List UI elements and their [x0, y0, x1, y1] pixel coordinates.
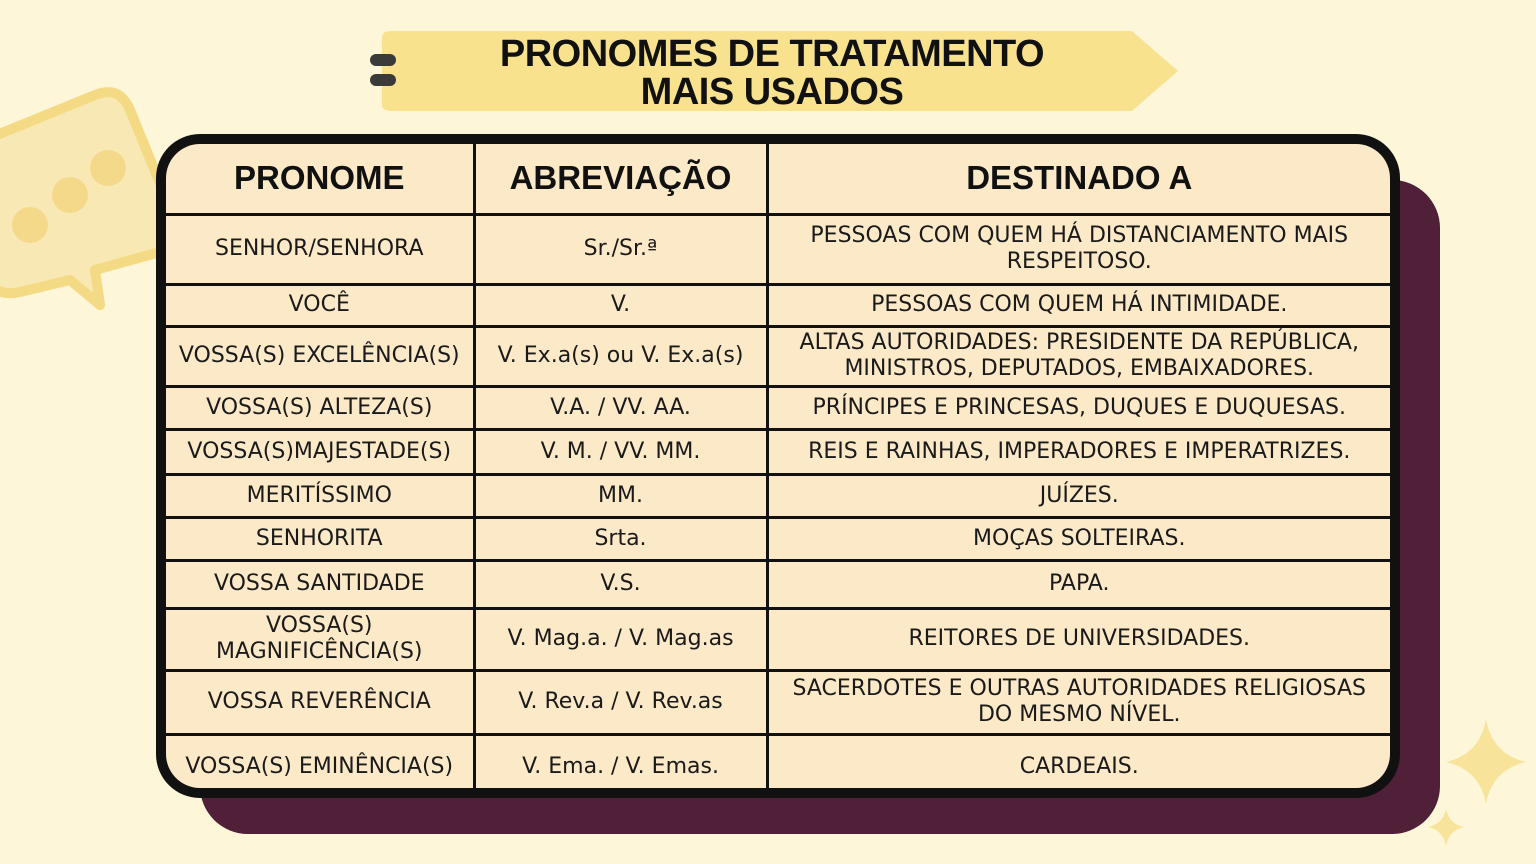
- header-abreviacao: ABREVIAÇÃO: [474, 144, 767, 214]
- cell-pronome: VOSSA(S) MAGNIFICÊNCIA(S): [166, 608, 474, 670]
- cell-destinado: REITORES DE UNIVERSIDADES.: [767, 608, 1390, 670]
- cell-abreviacao: Srta.: [474, 517, 767, 560]
- cell-abreviacao: MM.: [474, 474, 767, 517]
- title-line-1: PRONOMES DE TRATAMENTO: [499, 33, 1045, 75]
- title-line-2: MAIS USADOS: [640, 71, 904, 113]
- cell-abreviacao: V.A. / VV. AA.: [474, 386, 767, 429]
- table-header-row: [166, 144, 1390, 214]
- cell-pronome: MERITÍSSIMO: [166, 474, 474, 517]
- table-row: [166, 670, 1390, 734]
- cell-abreviacao: V.S.: [474, 560, 767, 608]
- table-row: [166, 214, 1390, 284]
- header-pronome: PRONOME: [166, 144, 474, 214]
- cell-destinado: MOÇAS SOLTEIRAS.: [767, 517, 1390, 560]
- cell-destinado: PRÍNCIPES E PRINCESAS, DUQUES E DUQUESAS.: [767, 386, 1390, 429]
- cell-pronome: VOSSA(S) EMINÊNCIA(S): [166, 734, 474, 788]
- cell-pronome: SENHORITA: [166, 517, 474, 560]
- table-row: [166, 284, 1390, 326]
- cell-destinado: CARDEAIS.: [767, 734, 1390, 788]
- cell-abreviacao: Sr./Sr.ª: [474, 214, 767, 284]
- cell-destinado: SACERDOTES E OUTRAS AUTORIDADES RELIGIOSAS DO MESMO NÍVEL.: [767, 670, 1390, 734]
- table-row: [166, 517, 1390, 560]
- table-row: [166, 734, 1390, 788]
- cell-pronome: VOSSA(S) EXCELÊNCIA(S): [166, 326, 474, 386]
- cell-pronome: VOCÊ: [166, 284, 474, 326]
- cell-abreviacao: V. Ex.a(s) ou V. Ex.a(s): [474, 326, 767, 386]
- cell-destinado: PESSOAS COM QUEM HÁ DISTANCIAMENTO MAIS RESPEITOSO.: [767, 214, 1390, 284]
- cell-pronome: VOSSA(S)MAJESTADE(S): [166, 429, 474, 474]
- cell-abreviacao: V. M. / VV. MM.: [474, 429, 767, 474]
- cell-pronome: SENHOR/SENHORA: [166, 214, 474, 284]
- table-card: [156, 134, 1400, 798]
- cell-abreviacao: V. Ema. / V. Emas.: [474, 734, 767, 788]
- table-row: [166, 386, 1390, 429]
- cell-abreviacao: V. Rev.a / V. Rev.as: [474, 670, 767, 734]
- header-destinado: DESTINADO A: [767, 144, 1390, 214]
- cell-pronome: VOSSA(S) ALTEZA(S): [166, 386, 474, 429]
- page-title: [382, 35, 1162, 111]
- cell-destinado: PAPA.: [767, 560, 1390, 608]
- cell-pronome: VOSSA SANTIDADE: [166, 560, 474, 608]
- table-row: [166, 474, 1390, 517]
- table-row: [166, 560, 1390, 608]
- cell-destinado: PESSOAS COM QUEM HÁ INTIMIDADE.: [767, 284, 1390, 326]
- table-row: [166, 326, 1390, 386]
- table-wrapper: [166, 144, 1390, 788]
- cell-abreviacao: V.: [474, 284, 767, 326]
- pronouns-table: [166, 144, 1390, 788]
- cell-pronome: VOSSA REVERÊNCIA: [166, 670, 474, 734]
- cell-destinado: ALTAS AUTORIDADES: PRESIDENTE DA REPÚBLICA, MINISTROS, DEPUTADOS, EMBAIXADORES.: [767, 326, 1390, 386]
- table-row: [166, 608, 1390, 670]
- cell-destinado: REIS E RAINHAS, IMPERADORES E IMPERATRIZES.: [767, 429, 1390, 474]
- cell-abreviacao: V. Mag.a. / V. Mag.as: [474, 608, 767, 670]
- cell-destinado: JUÍZES.: [767, 474, 1390, 517]
- table-row: [166, 429, 1390, 474]
